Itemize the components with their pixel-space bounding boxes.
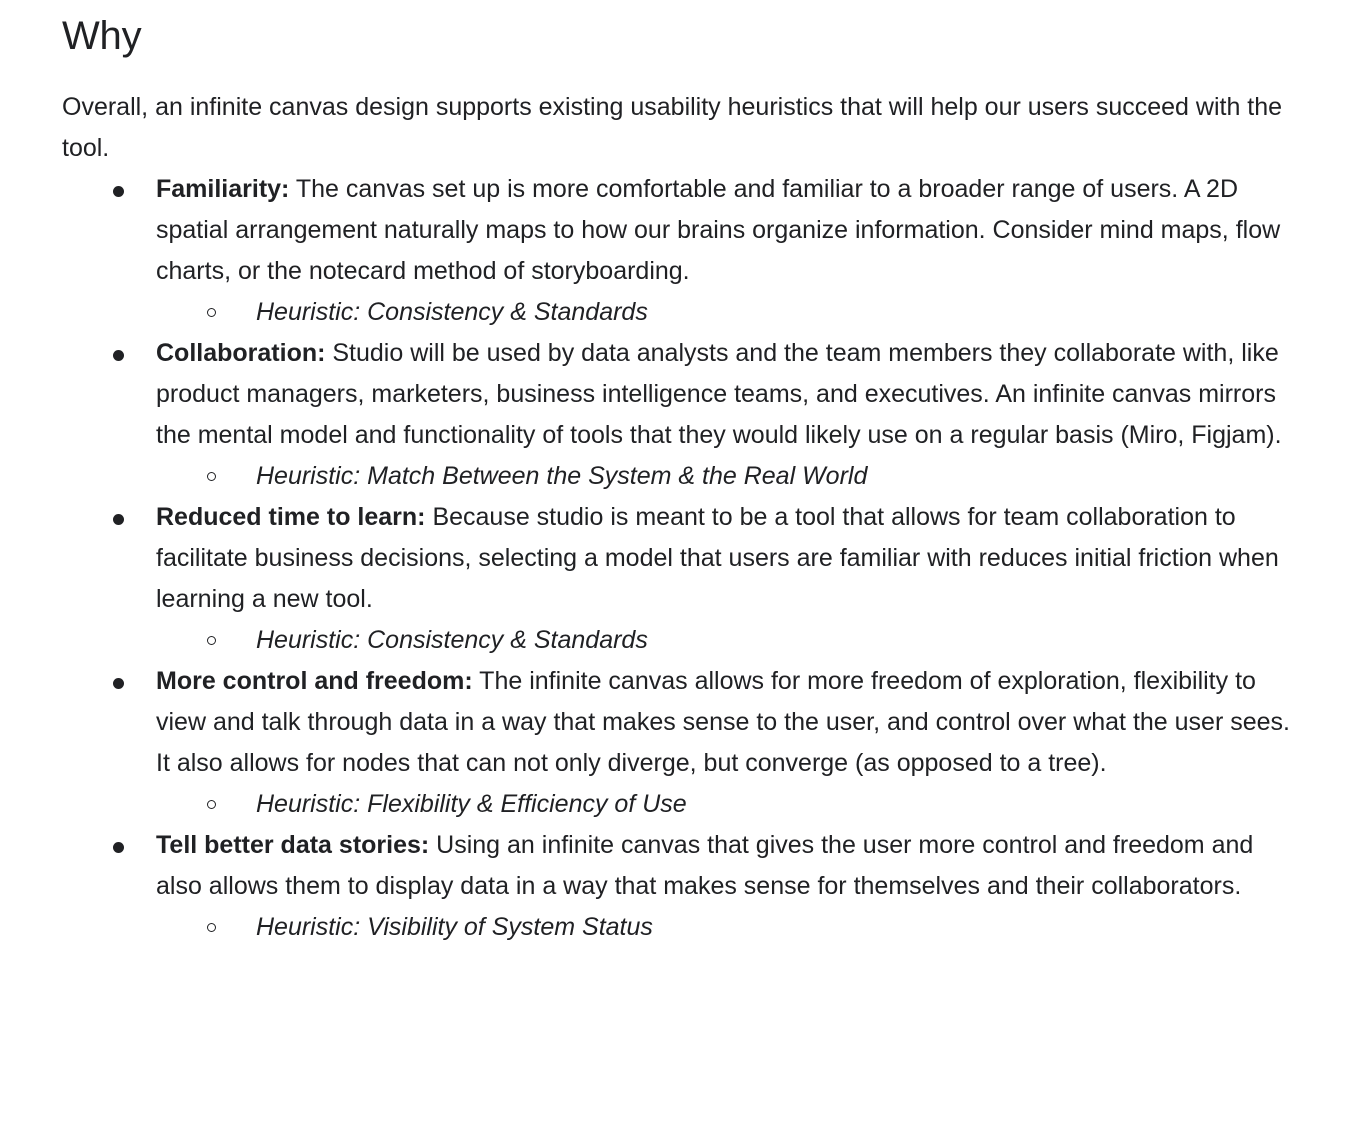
heuristic-sub-list — [0, 292, 1370, 333]
bullet-circle-icon — [207, 923, 216, 932]
bullet-circle-icon — [207, 308, 216, 317]
heuristic-label: Heuristic: Match Between the System & the Real World — [256, 462, 868, 490]
heuristic-item — [0, 456, 1340, 497]
heuristic-sub-list — [0, 907, 1370, 948]
heuristic-label: Heuristic: Visibility of System Status — [256, 913, 653, 941]
bullet-description: Studio will be used by data analysts and the team members they collaborate with, like product managers, marketers, business intelligence teams, and executives. An infinite canvas mirrors the mental model and functionality of tools that they would likely use on a regular basis (Miro, Figjam). — [156, 339, 1282, 449]
heuristic-item — [0, 292, 1340, 333]
heuristic-label: Heuristic: Consistency & Standards — [256, 626, 648, 654]
heuristic-sub-list — [0, 784, 1370, 825]
bullet-label: Tell better data stories: — [156, 831, 430, 859]
bullet-label: More control and freedom: — [156, 667, 473, 695]
bullet-text — [0, 661, 1300, 784]
bullet-text — [0, 169, 1300, 292]
why-bullet-list — [0, 169, 1370, 948]
heuristic-item — [0, 907, 1340, 948]
bullet-disc-icon — [113, 350, 124, 361]
bullet-description: The infinite canvas allows for more freedom of exploration, flexibility to view and talk through data in a way that makes sense to the user, and control over what the user sees. It also allows for nodes that can not only diverge, but converge (as opposed to a tree). — [156, 667, 1290, 777]
bullet-text — [0, 825, 1300, 907]
bullet-disc-icon — [113, 842, 124, 853]
bullet-item — [0, 825, 1370, 948]
bullet-item — [0, 497, 1370, 661]
bullet-item — [0, 169, 1370, 333]
bullet-text — [0, 497, 1300, 620]
bullet-item — [0, 661, 1370, 825]
intro-paragraph: Overall, an infinite canvas design supports existing usability heuristics that will help our users succeed with the tool. — [62, 93, 1283, 162]
heuristic-item — [0, 784, 1340, 825]
bullet-disc-icon — [113, 186, 124, 197]
heuristic-sub-list — [0, 620, 1370, 661]
bullet-circle-icon — [207, 472, 216, 481]
bullet-item — [0, 333, 1370, 497]
bullet-description: Using an infinite canvas that gives the user more control and freedom and also allows them to display data in a way that makes sense for themselves and their collaborators. — [156, 831, 1254, 900]
heuristic-sub-list — [0, 456, 1370, 497]
bullet-circle-icon — [207, 636, 216, 645]
bullet-label: Reduced time to learn: — [156, 503, 426, 531]
bullet-circle-icon — [207, 800, 216, 809]
bullet-description: The canvas set up is more comfortable and familiar to a broader range of users. A 2D spatial arrangement naturally maps to how our brains organize information. Consider mind maps, flow charts, or the notecard method of storyboarding. — [156, 175, 1281, 285]
page-title: Why — [62, 14, 142, 58]
heuristic-label: Heuristic: Flexibility & Efficiency of Use — [256, 790, 687, 818]
bullet-description: Because studio is meant to be a tool that allows for team collaboration to facilitate business decisions, selecting a model that users are familiar with reduces initial friction when learning a new tool. — [156, 503, 1279, 613]
bullet-disc-icon — [113, 514, 124, 525]
bullet-label: Familiarity: — [156, 175, 290, 203]
heuristic-label: Heuristic: Consistency & Standards — [256, 298, 648, 326]
bullet-text — [0, 333, 1300, 456]
bullet-disc-icon — [113, 678, 124, 689]
bullet-label: Collaboration: — [156, 339, 326, 367]
heuristic-item — [0, 620, 1340, 661]
